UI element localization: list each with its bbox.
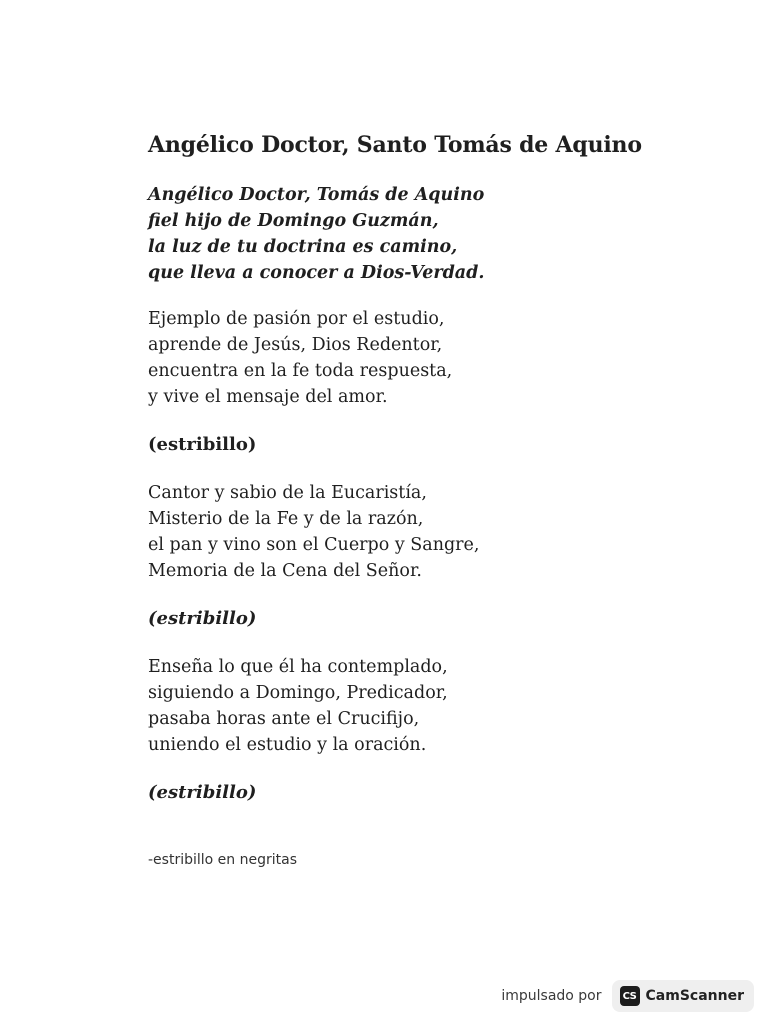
refrain-label: (estribillo) bbox=[148, 608, 257, 629]
stanza-line: Cantor y sabio de la Eucaristía, bbox=[148, 483, 427, 503]
powered-by-label: impulsado por bbox=[501, 988, 602, 1004]
stanza-1 bbox=[148, 182, 728, 286]
stanza-line: la luz de tu doctrina es camino, bbox=[148, 237, 458, 257]
footnote: -estribillo en negritas bbox=[148, 852, 297, 868]
stanza-4 bbox=[148, 654, 728, 758]
stanza-line: Ejemplo de pasión por el estudio, bbox=[148, 309, 445, 329]
stanza-line: siguiendo a Domingo, Predicador, bbox=[148, 683, 448, 703]
document-title: Angélico Doctor, Santo Tomás de Aquino bbox=[148, 132, 642, 158]
refrain-label: (estribillo) bbox=[148, 434, 257, 455]
stanza-line: Memoria de la Cena del Señor. bbox=[148, 561, 422, 581]
refrain-label: (estribillo) bbox=[148, 782, 257, 803]
stanza-line: el pan y vino son el Cuerpo y Sangre, bbox=[148, 535, 480, 555]
stanza-3 bbox=[148, 480, 728, 584]
stanza-line: pasaba horas ante el Crucifijo, bbox=[148, 709, 420, 729]
stanza-line: Misterio de la Fe y de la razón, bbox=[148, 509, 424, 529]
stanza-2 bbox=[148, 306, 728, 410]
stanza-line: y vive el mensaje del amor. bbox=[148, 387, 388, 407]
stanza-line: aprende de Jesús, Dios Redentor, bbox=[148, 335, 443, 355]
stanza-line: Enseña lo que él ha contemplado, bbox=[148, 657, 448, 677]
stanza-line: encuentra en la fe toda respuesta, bbox=[148, 361, 453, 381]
stanza-line: uniendo el estudio y la oración. bbox=[148, 735, 427, 755]
camscanner-badge[interactable] bbox=[612, 980, 754, 1012]
camscanner-logo-icon: CS bbox=[620, 986, 640, 1006]
scanner-watermark bbox=[501, 980, 754, 1012]
stanza-line: Angélico Doctor, Tomás de Aquino bbox=[148, 185, 485, 205]
camscanner-brand: CamScanner bbox=[645, 988, 744, 1004]
stanza-line: que lleva a conocer a Dios-Verdad. bbox=[148, 263, 485, 283]
stanza-line: fiel hijo de Domingo Guzmán, bbox=[148, 211, 439, 231]
document-page bbox=[148, 128, 728, 870]
